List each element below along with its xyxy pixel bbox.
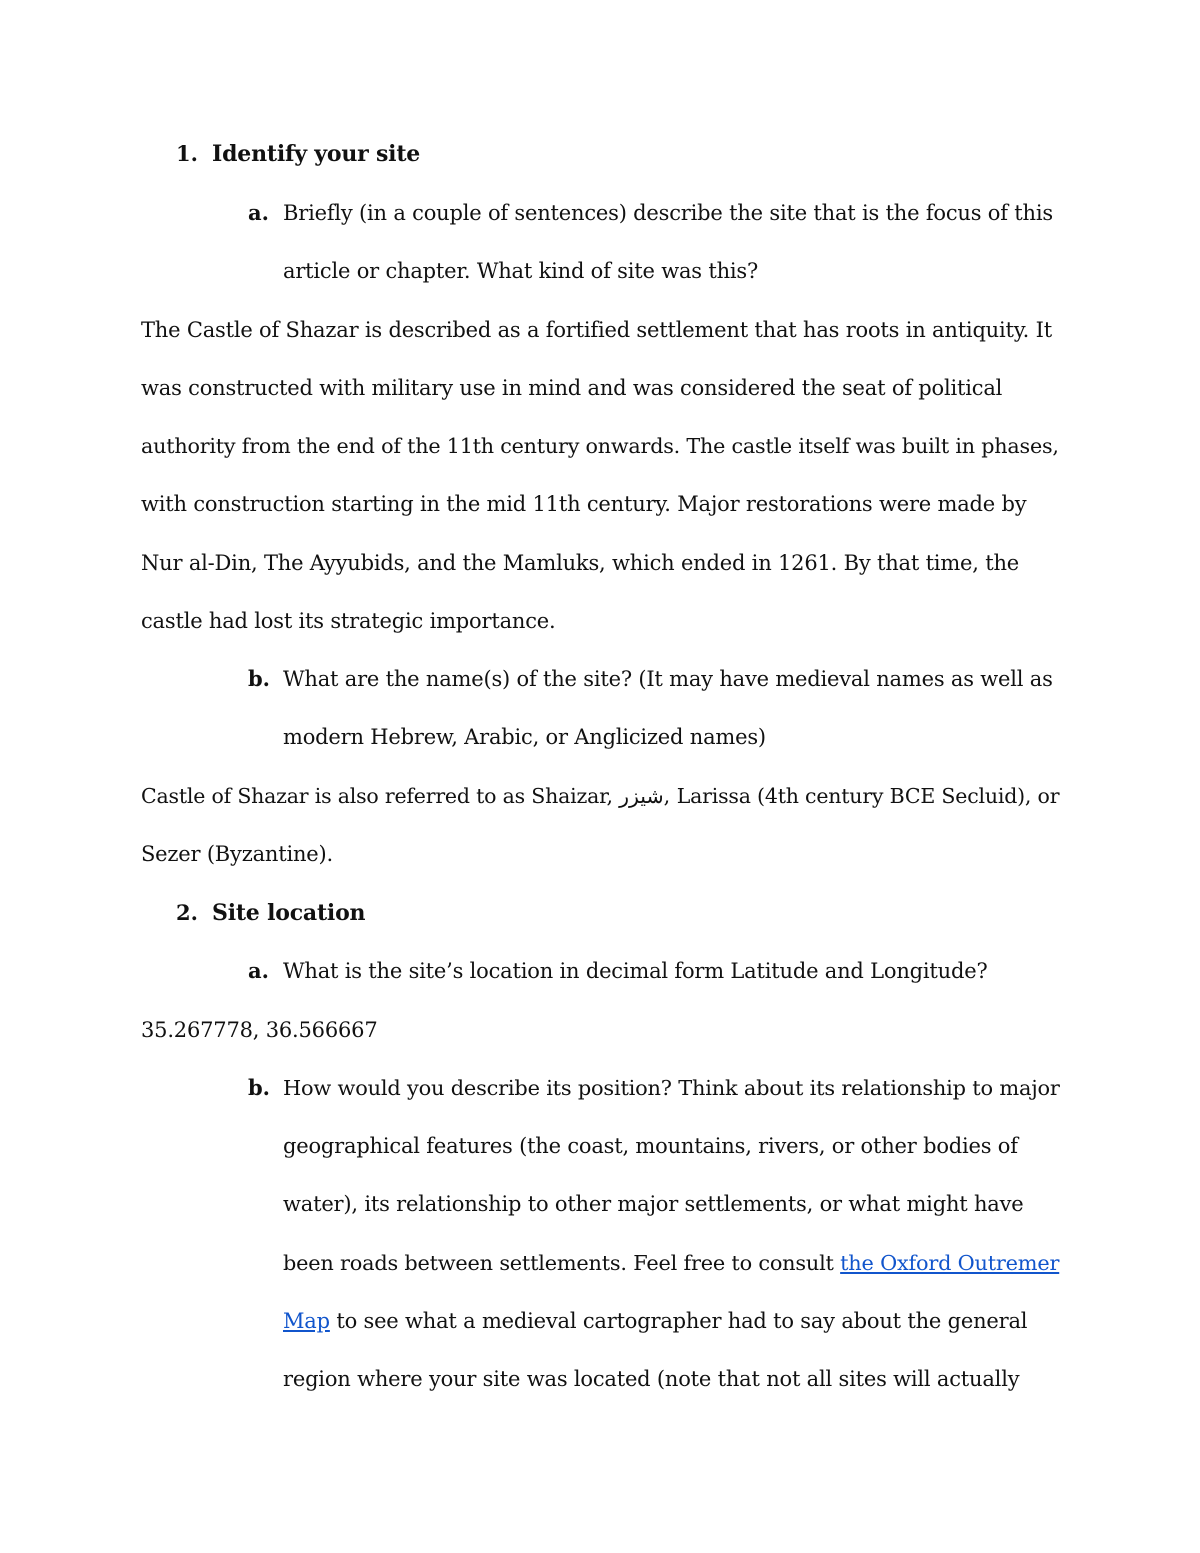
question-1a-line-2: article or chapter. What kind of site was this? [283, 259, 759, 283]
question-2b-line-2: geographical features (the coast, mountains, rivers, or other bodies of [283, 1134, 1018, 1158]
answer-1a-line-5: Nur al-Din, The Ayyubids, and the Mamluks, which ended in 1261. By that time, the [141, 551, 1020, 575]
question-2b-line-5 [283, 1306, 1027, 1336]
question-2a-marker: a. [248, 958, 269, 983]
oxford-outremer-map-link-continued[interactable]: Map [283, 1309, 330, 1333]
section-2-title: Site location [212, 900, 366, 926]
question-2b-marker: b. [248, 1075, 270, 1100]
question-2b-line-4-text: been roads between settlements. Feel free to consult [283, 1251, 841, 1275]
question-1b-line-2: modern Hebrew, Arabic, or Anglicized names) [283, 725, 766, 749]
oxford-outremer-map-link[interactable]: the Oxford Outremer [840, 1251, 1060, 1275]
question-1a-marker: a. [248, 200, 269, 225]
question-2b-line-6: region where your site was located (note that not all sites will actually [283, 1367, 1020, 1391]
question-1a-line-1: Briefly (in a couple of sentences) describe the site that is the focus of this [283, 201, 1053, 225]
question-2b-line-4 [283, 1248, 1059, 1278]
answer-1a-line-6: castle had lost its strategic importance. [141, 609, 556, 633]
answer-1a-line-2: was constructed with military use in mind and was considered the seat of political [141, 376, 1003, 400]
answer-1b-line-1: Castle of Shazar is also referred to as Shaizar, شيزر, Larissa (4th century BCE Secluid), or [141, 784, 1060, 808]
section-1-title: Identify your site [212, 141, 421, 167]
answer-1b-line-2: Sezer (Byzantine). [141, 842, 333, 866]
question-1b-line-1: What are the name(s) of the site? (It may have medieval names as well as [283, 667, 1053, 691]
question-1b-marker: b. [248, 666, 270, 691]
question-2a-line-1: What is the site’s location in decimal form Latitude and Longitude? [283, 959, 988, 983]
question-2b-line-5-text: to see what a medieval cartographer had to say about the general [329, 1309, 1028, 1333]
section-1-number: 1. [176, 141, 198, 166]
answer-1a-line-3: authority from the end of the 11th century onwards. The castle itself was built in phases, [141, 434, 1059, 458]
question-2b-line-3: water), its relationship to other major settlements, or what might have [283, 1192, 1024, 1216]
question-2b-line-1: How would you describe its position? Think about its relationship to major [283, 1076, 1060, 1100]
section-2-number: 2. [176, 900, 198, 925]
answer-1a-line-1: The Castle of Shazar is described as a fortified settlement that has roots in antiquity. It [141, 318, 1052, 342]
answer-1a-line-4: with construction starting in the mid 11th century. Major restorations were made by [141, 492, 1027, 516]
answer-2a-coordinates: 35.267778, 36.566667 [141, 1018, 378, 1042]
